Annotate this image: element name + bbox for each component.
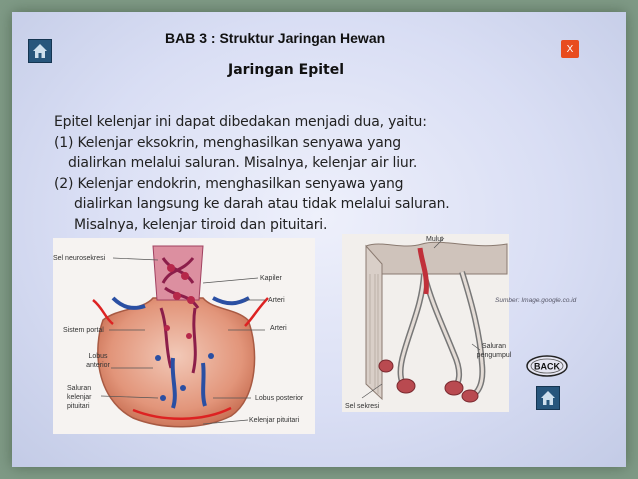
pituitary-figure (53, 238, 315, 434)
back-button-label: BACK (534, 361, 560, 372)
body-line: (1) Kelenjar eksokrin, menghasilkan senyawa yang (54, 134, 401, 151)
label-kelenjar-pituitari: Kelenjar pituitari (249, 417, 300, 424)
slide-subtitle: Jaringan Epitel (228, 62, 345, 78)
back-button[interactable] (526, 355, 568, 382)
label-sel-neurosekresi: Sel neurosekresi (53, 255, 106, 262)
slide-title: BAB 3 : Struktur Jaringan Hewan (165, 30, 386, 46)
body-line: Misalnya, kelenjar tiroid dan pituitari. (74, 216, 328, 233)
image-source-caption: Sumber: Image.google.co.id (495, 297, 577, 304)
close-button[interactable]: X (561, 40, 579, 58)
home-button-bottom[interactable] (536, 386, 560, 410)
label-kapiler: Kapiler (260, 275, 282, 282)
home-icon (539, 389, 557, 407)
label-lobus-anterior: Lobus anterior (86, 353, 110, 369)
exocrine-figure (342, 234, 509, 412)
body-line: dialirkan langsung ke darah atau tidak melalui saluran. (74, 196, 450, 212)
body-line: (2) Kelenjar endokrin, menghasilkan senyawa yang (54, 175, 404, 192)
exocrine-gland-illustration (342, 234, 509, 412)
label-sistem-portal: Sistem portal (63, 327, 104, 334)
back-icon (526, 355, 568, 377)
label-saluran-pengumpul: Saluran pengumpul (476, 343, 512, 359)
label-lobus-posterior: Lobus posterior (255, 395, 304, 402)
body-line: Epitel kelenjar ini dapat dibedakan menjadi dua, yaitu: (54, 114, 427, 130)
body-line: dialirkan melalui saluran. Misalnya, kelenjar air liur. (68, 155, 418, 171)
label-saluran-kelenjar-pituitari: Saluran kelenjar pituitari (67, 385, 92, 410)
label-mulut: Mulut (426, 236, 444, 243)
label-arteri-2: Arteri (270, 325, 287, 332)
label-arteri-1: Arteri (268, 297, 285, 304)
home-icon (31, 42, 49, 60)
home-button-top[interactable] (28, 39, 52, 63)
body-paragraph (54, 112, 450, 235)
label-sel-sekresi: Sel sekresi (345, 403, 380, 410)
